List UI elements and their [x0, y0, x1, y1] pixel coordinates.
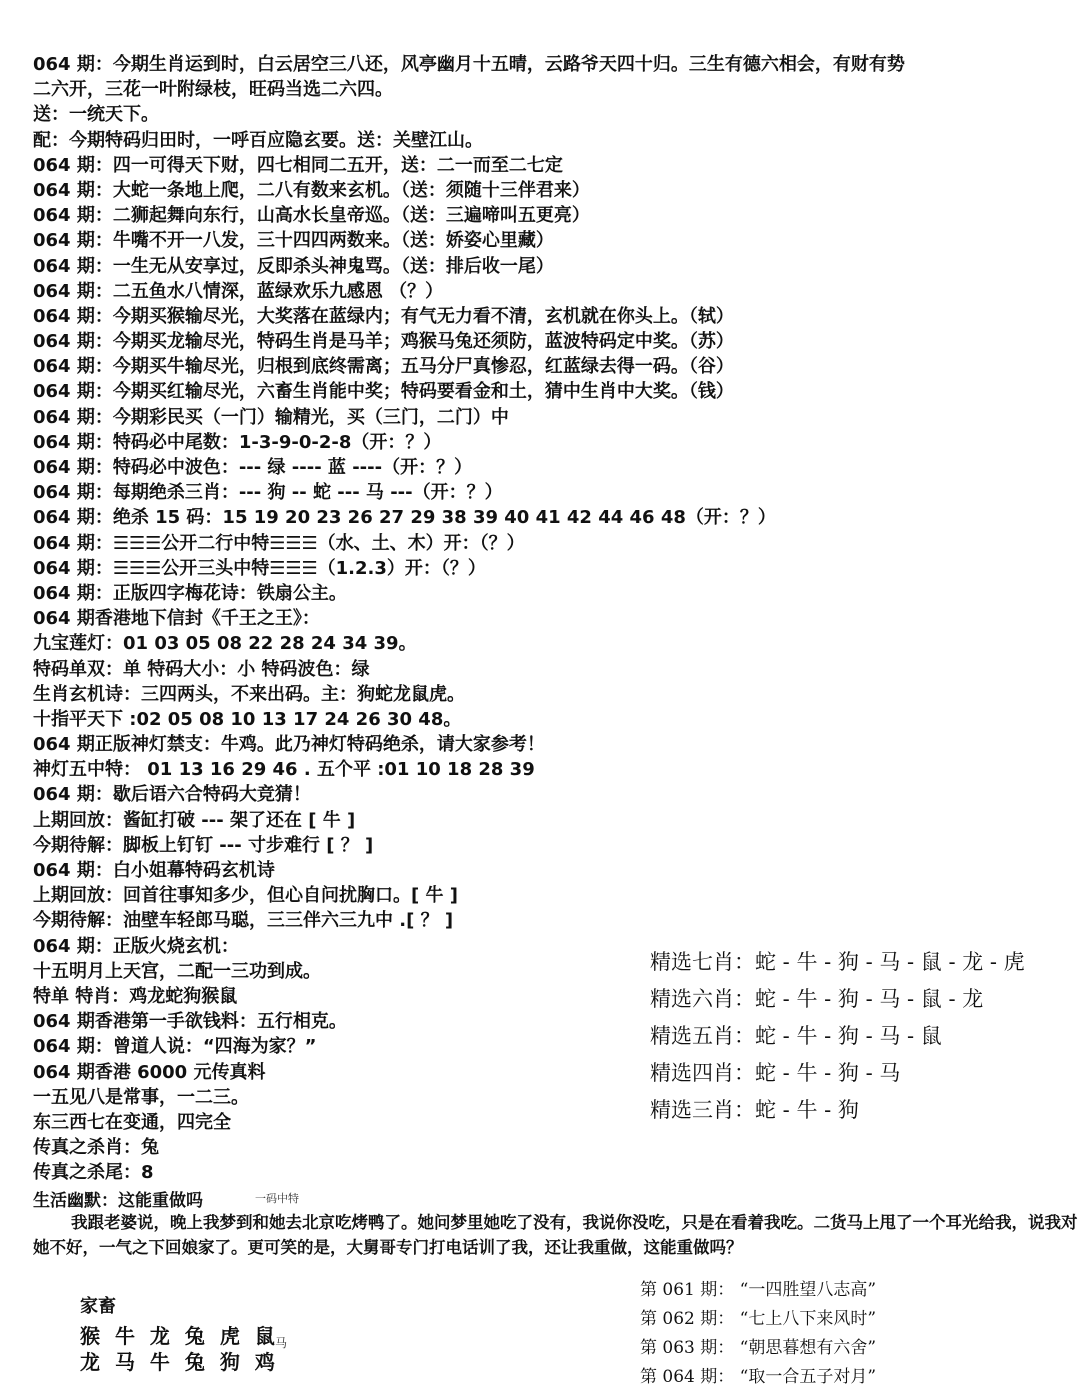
text-line: 064 期：正版火烧玄机： — [33, 935, 239, 957]
joke-title: 生活幽默：这能重做吗 — [33, 1191, 203, 1211]
stamp-text: 马 — [275, 1336, 288, 1350]
text-line: 今期待解：脚板上钉钉 --- 寸步难行 [ ？ ] — [33, 834, 374, 856]
text-line: 064 期香港 6000 元传真料 — [33, 1061, 266, 1083]
selection-line: 精选七肖：蛇 - 牛 - 狗 - 马 - 鼠 - 龙 - 虎 — [650, 950, 1025, 974]
history-line: 第 063 期： “朝思暮想有六舍” — [640, 1338, 877, 1358]
selection-line: 精选五肖：蛇 - 牛 - 狗 - 马 - 鼠 — [650, 1024, 942, 1048]
history-line: 第 061 期： “一四胜望八志高” — [640, 1280, 877, 1300]
stamp-text: 一码中特 — [255, 1192, 299, 1205]
text-line: 一五见八是常事，一二三。 — [33, 1086, 249, 1108]
livestock-row: 龙 马 牛 兔 狗 鸡 — [80, 1350, 279, 1374]
text-line: 上期回放：酱缸打破 --- 架了还在 [ 牛 ] — [33, 809, 356, 831]
text-line: 064 期：今期买猴输尽光，大奖落在蓝绿内；有气无力看不清，玄机就在你头上。（轼） — [33, 305, 734, 327]
text-line: 东三西七在变通，四完全 — [33, 1111, 231, 1133]
text-line: 今期待解：油壁车轻郎马聪，三三伴六三九中 .[ ？ ] — [33, 910, 454, 932]
text-line: 064 期：今期买牛输尽光，归根到底终需离；五马分尸真惨忍，红蓝绿去得一码。（谷） — [33, 356, 734, 378]
text-line: 十五明月上天宫，二配一三功到成。 — [33, 960, 321, 982]
text-line: 生肖玄机诗：三四两头，不来出码。主：狗蛇龙鼠虎。 — [33, 683, 465, 705]
text-line: 传真之杀尾：8 — [33, 1162, 154, 1184]
text-line: 064 期：一生无从安享过，反即杀头神鬼骂。（送：排后收一尾） — [33, 255, 554, 277]
selection-line: 精选四肖：蛇 - 牛 - 狗 - 马 — [650, 1061, 901, 1085]
text-line: 064 期香港地下信封《千王之王》： — [33, 608, 320, 630]
text-line: 064 期：特码必中尾数：1-3-9-0-2-8（开：？） — [33, 431, 442, 453]
text-line: 064 期：牛嘴不开一八发，三十四四两数来。（送：娇姿心里藏） — [33, 230, 554, 252]
text-line: 064 期香港第一手欲钱料：五行相克。 — [33, 1011, 347, 1033]
text-line: 064 期：二五鱼水八情深，蓝绿欢乐九感恩 （？） — [33, 280, 444, 302]
text-line: 064 期：四一可得天下财，四七相同二五开，送：二一而至二七定 — [33, 154, 563, 176]
text-line: 九宝莲灯：01 03 05 08 22 28 24 34 39。 — [33, 633, 417, 655]
text-line: 064 期：每期绝杀三肖：--- 狗 -- 蛇 --- 马 ---（开：？） — [33, 482, 503, 504]
text-line: 064 期：☰☰☰公开二行中特☰☰☰（水、土、木）开：（？） — [33, 532, 525, 554]
text-line: 传真之杀肖：兔 — [33, 1137, 159, 1159]
joke-body: 我跟老婆说，晚上我梦到和她去北京吃烤鸭了。她问梦里她吃了没有，我说你没吃，只是在看着我吃。二货马上甩了一个耳光给我，说我对她不好，一气之下回娘家了。更可笑的是，大舅哥专门打电话训了我，还让我重做，这能重做吗？ — [33, 1213, 1078, 1257]
history-list — [640, 1276, 876, 1392]
text-line: 神灯五中特： 01 13 16 29 46 . 五个平 :01 10 18 28 39 — [33, 759, 535, 781]
text-line: 064 期：歇后语六合特码大竞猜！ — [33, 784, 311, 806]
text-line: 064 期：今期买龙输尽光，特码生肖是马羊；鸡猴马兔还须防，蓝波特码定中奖。（苏） — [33, 331, 734, 353]
text-line: 上期回放：回首往事知多少，但心自问扰胸口。[ 牛 ] — [33, 885, 458, 907]
text-line: 064 期：二狮起舞向东行，山高水长皇帝巡。（送：三遍啼叫五更亮） — [33, 205, 590, 227]
text-line: 二六开，三花一叶附绿枝，旺码当选二六四。 — [33, 79, 393, 101]
text-line: 064 期：正版四字梅花诗：铁扇公主。 — [33, 582, 347, 604]
text-line: 064 期：☰☰☰公开三头中特☰☰☰（1.2.3）开：（？） — [33, 557, 486, 579]
history-line: 第 064 期： “取一合五子对月” — [640, 1367, 877, 1387]
selection-line: 精选六肖：蛇 - 牛 - 狗 - 马 - 鼠 - 龙 — [650, 987, 984, 1011]
text-line: 064 期：今期生肖运到时，白云居空三八还，风亭幽月十五晴，云路爷天四十归。三生有德六相会，有财有势 — [33, 54, 905, 75]
text-line: 064 期：今期买红输尽光，六畜生肖能中奖；特码要看金和土，猜中生肖中大奖。（钱） — [33, 381, 734, 403]
text-line: 配：今期特码归田时，一呼百应隐玄要。送：关壁江山。 — [33, 129, 483, 151]
text-line: 064 期：大蛇一条地上爬，二八有数来玄机。（送：须随十三伴君来） — [33, 179, 590, 201]
text-line: 特码单双：单 特码大小：小 特码波色：绿 — [33, 658, 370, 680]
selection-list — [650, 944, 1025, 1129]
text-line: 064 期正版神灯禁支：牛鸡。此乃神灯特码绝杀，请大家参考！ — [33, 734, 545, 756]
text-line: 064 期：曾道人说：“四海为家？” — [33, 1036, 317, 1058]
text-line: 064 期：白小姐幕特码玄机诗 — [33, 860, 275, 881]
text-line: 十指平天下 :02 05 08 10 13 17 24 26 30 48。 — [33, 708, 462, 730]
selection-line: 精选三肖：蛇 - 牛 - 狗 — [650, 1098, 859, 1122]
text-line: 送：一统天下。 — [33, 104, 159, 126]
text-line: 064 期：绝杀 15 码：15 19 20 23 26 27 29 38 39 40 41 42 44 46 48（开：？） — [33, 507, 776, 529]
text-line: 064 期：今期彩民买（一门）输精光，买（三门，二门）中 — [33, 406, 509, 428]
text-line: 特单 特肖：鸡龙蛇狗猴鼠 — [33, 985, 238, 1007]
history-line: 第 062 期： “七上八下来风时” — [640, 1309, 877, 1329]
livestock-title: 家畜 — [80, 1296, 116, 1317]
text-line: 064 期：特码必中波色：--- 绿 ---- 蓝 ----（开：？） — [33, 457, 473, 478]
livestock-row: 猴 牛 龙 兔 虎 鼠 — [80, 1324, 279, 1348]
